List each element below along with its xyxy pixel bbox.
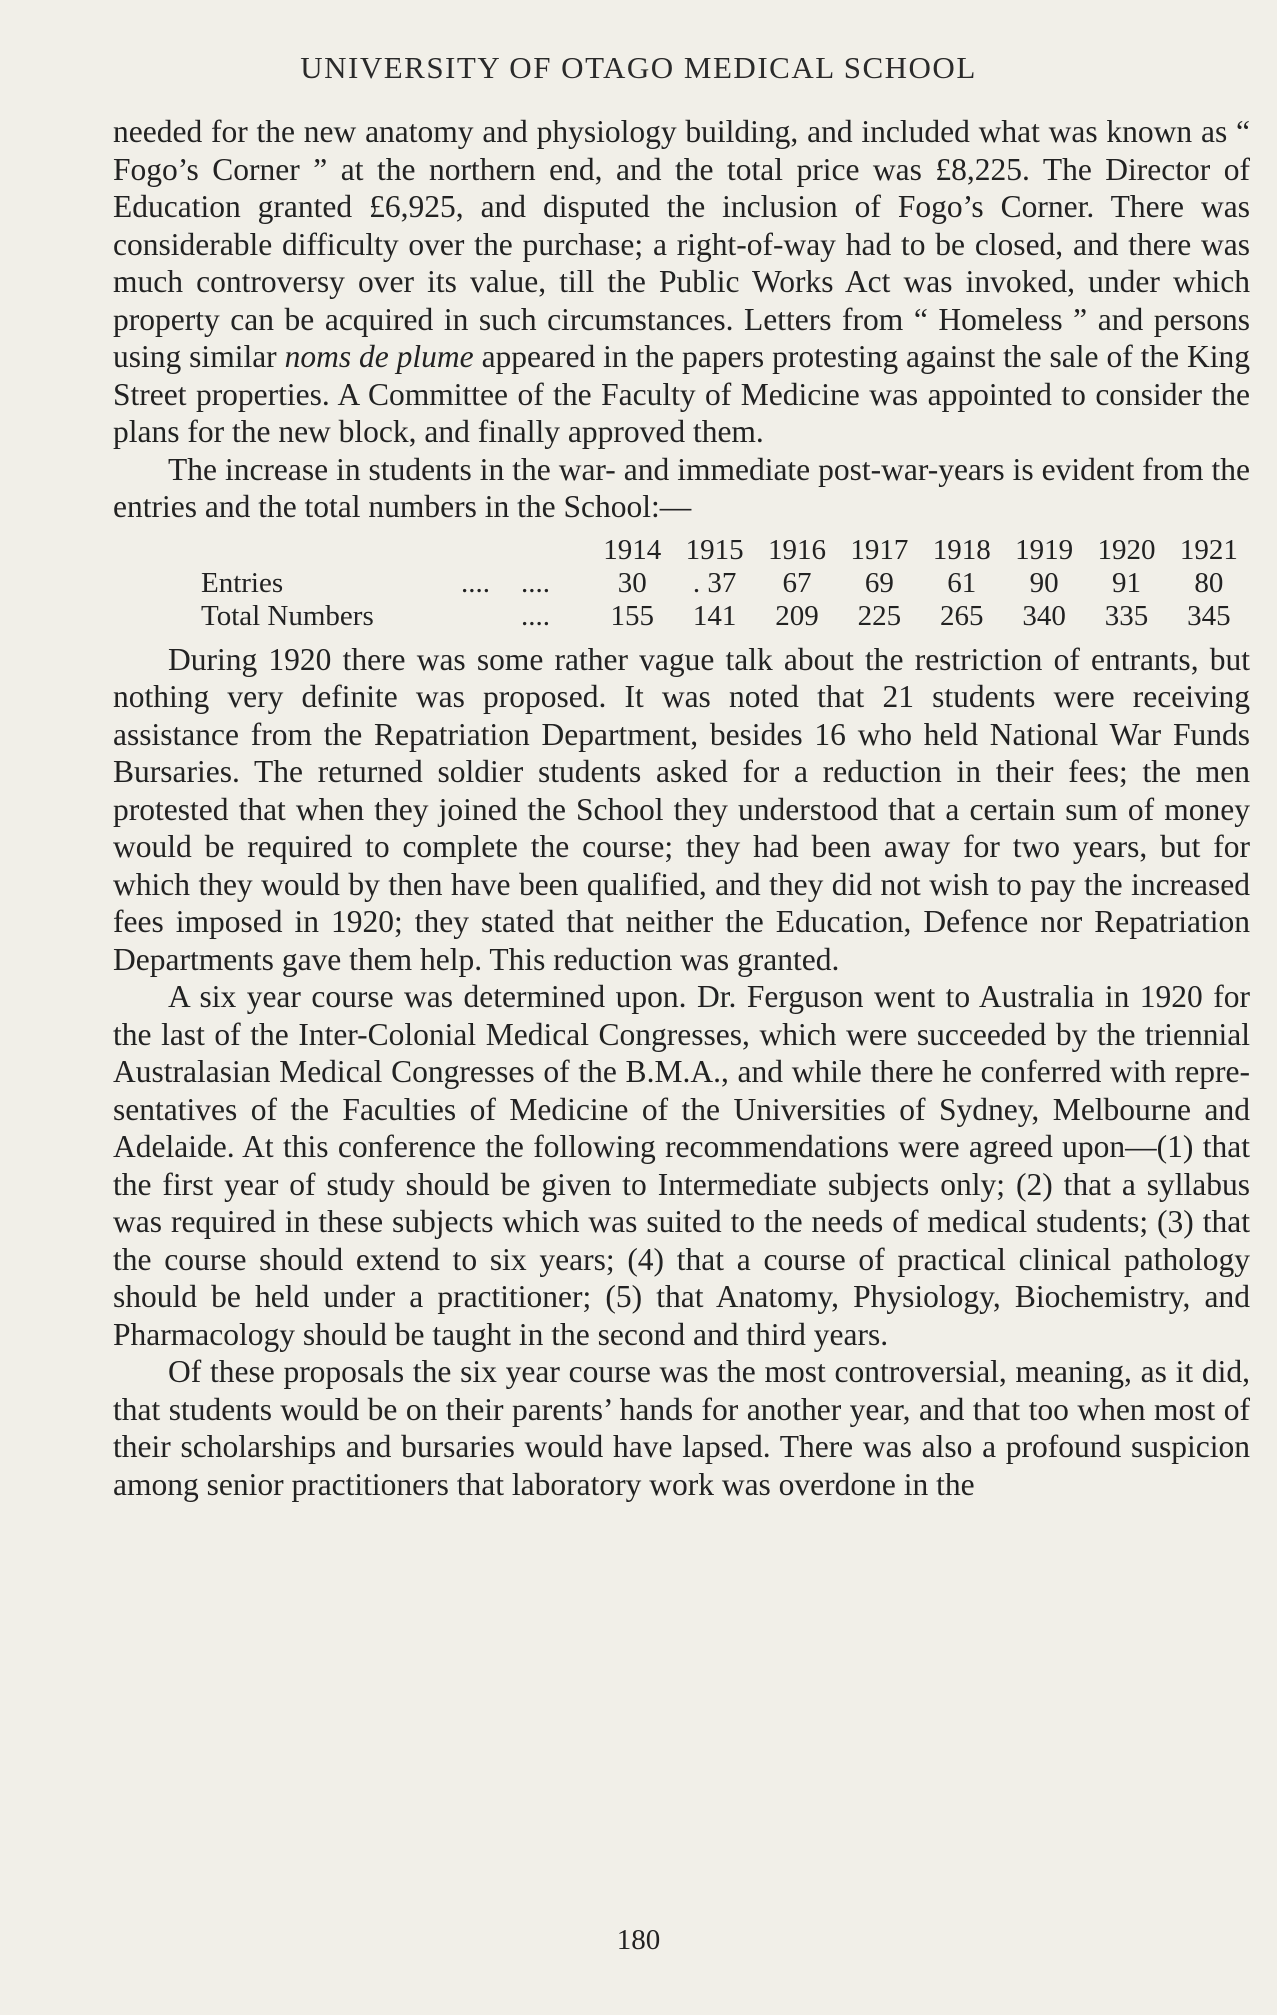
table-cell: 80 [1194, 566, 1224, 599]
row-label: Entries [201, 566, 284, 599]
row-label: Total Numbers [201, 599, 374, 632]
year-header: 1914 [603, 533, 662, 566]
table-cell: 209 [775, 599, 819, 632]
paragraph-2: The increase in students in the war- and immediate post-war-years is evident from the entries and the total numbers in the School:— [113, 451, 1250, 524]
year-header: 1915 [685, 533, 744, 566]
table-cell: 30 [617, 566, 647, 599]
leader-dots: .... [461, 566, 490, 599]
leader-dots: .... [521, 566, 550, 599]
table-cell: 225 [857, 599, 902, 632]
body-text [113, 113, 1250, 1503]
table-cell: 61 [947, 566, 977, 599]
table-cell: 67 [782, 566, 812, 599]
paragraph-1-text-a: needed for the new anatomy and physiology building, and included what was known as “ Fogo’s Corner ” at the northern end, and the total price was £8,225. The Director of Education granted £6,925, and disputed the inclusion of Fogo’s Corner. There was considerable difficulty over the purchase; a right-of-way had to be closed, and there was much controversy over its value, till the Public Works Act was invoked, under which property can be acquired in such circumstances. Letters from “ Homeless ” and persons using similar [113, 114, 1250, 374]
year-header: 1921 [1179, 533, 1238, 566]
year-header: 1920 [1097, 533, 1156, 566]
student-numbers-table [113, 534, 1250, 633]
paragraph-4: A six year course was determined upon. Dr. Ferguson went to Australia in 1920 for the last of the Inter-Colonial Medical Congresses, which were succeeded by the triennial Australasian Medical Congresses of the B.M.A., and while there he conferred with representatives of the Faculties of Medicine of the Universities of Sydney, Melbourne and Adelaide. At this conference the following recommendations were agreed upon—(1) that the first year of study should be given to Intermediate subjects only; (2) that a syllabus was required in these subjects which was suited to the needs of medical students; (3) that the course should extend to six years; (4) that a course of practical clinical pathology should be held under a practitioner; (5) that Anatomy, Physiology, Biochemistry, and Pharmacology should be taught in the second and third years. [113, 979, 1250, 1352]
table-cell: 345 [1187, 599, 1231, 632]
paragraph-3: During 1920 there was some rather vague talk about the restriction of entrants, but nothing very definite was proposed. It was noted that 21 students were receiving assistance from the Repatriation Department, besides 16 who held National War Funds Bursaries. The returned soldier students asked for a reduction in their fees; the men protested that when they joined the School they understood that a certain sum of money would be required to complete the course; they had been away for two years, but for which they would by then have been qualified, and they did not wish to pay the increased fees imposed in 1920; they stated that neither the Education, Defence nor Repatriation Departments gave them help. This reduction was granted. [113, 641, 1250, 977]
table-header-blank [461, 534, 521, 567]
running-head: UNIVERSITY OF OTAGO MEDICAL SCHOOL [300, 50, 977, 85]
table-header-row [113, 534, 1250, 567]
paragraph-1-text-b: appeared in the papers protesting against the sale of the King Street properties. A Committee of the Faculty of Medicine was appointed to consider the plans for the new block, and finally approved them. [113, 339, 1251, 449]
table-cell: 265 [939, 599, 984, 632]
table-row [113, 567, 1250, 600]
year-header: 1917 [850, 533, 909, 566]
year-header: 1919 [1015, 533, 1074, 566]
table-cell: 141 [692, 599, 737, 632]
year-header: 1916 [767, 533, 826, 566]
table-cell: 91 [1111, 566, 1141, 599]
paragraph-continued [113, 113, 1250, 451]
table-cell: 335 [1104, 599, 1149, 632]
table-header-blank [521, 534, 591, 567]
table-cell: 90 [1029, 566, 1059, 599]
table-cell: . 37 [692, 566, 737, 599]
year-header: 1918 [932, 533, 991, 566]
table-cell: 155 [610, 599, 654, 632]
leader-dots: .... [521, 599, 550, 632]
paragraph-5: Of these proposals the six year course was the most controversial, meaning, as it did, that students would be on their parents’ hands for another year, and that too when most of their scholarships and bursaries would have lapsed. There was also a profound suspicion among senior practitioners that laboratory work was overdone in the [113, 1354, 1250, 1502]
table-header-blank [113, 534, 461, 567]
leader-dots [461, 600, 521, 633]
table-row [113, 600, 1250, 633]
page-number: 180 [616, 1924, 661, 1956]
table-cell: 340 [1022, 599, 1066, 632]
table-cell: 69 [864, 566, 894, 599]
paragraph-1-italic: noms de plume [284, 339, 474, 374]
